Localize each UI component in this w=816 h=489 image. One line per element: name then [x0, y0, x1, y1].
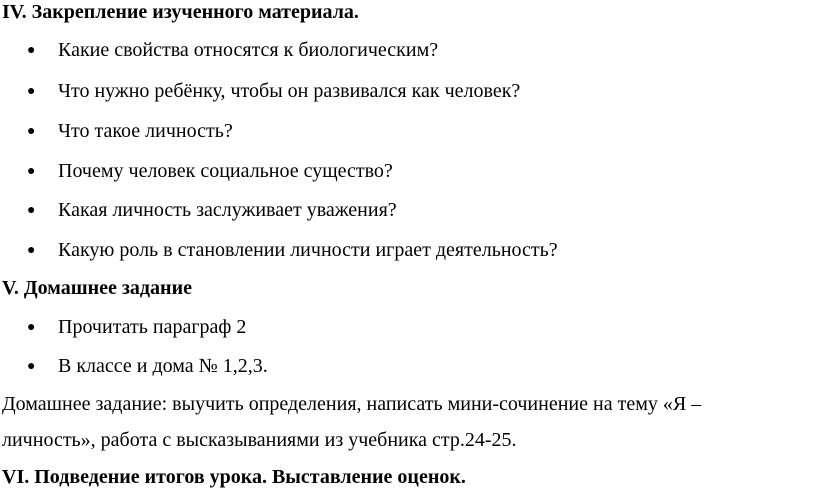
section-iv-heading: IV. Закрепление изученного материала.	[2, 1, 359, 23]
list-item-text: Какая личность заслуживает уважения?	[58, 199, 397, 221]
section-v-heading: V. Домашнее задание	[2, 277, 192, 299]
bullet-icon: ●	[27, 243, 36, 258]
list-item	[27, 198, 397, 223]
list-item-text: Что такое личность?	[58, 120, 233, 142]
bullet-icon: ●	[27, 43, 36, 58]
list-item	[27, 79, 520, 104]
list-item	[27, 119, 233, 144]
section-vi-heading: VI. Подведение итогов урока. Выставление оценок.	[2, 466, 466, 488]
list-item-text: Какую роль в становлении личности играет деятельность?	[58, 239, 558, 261]
list-item	[27, 238, 558, 263]
list-item	[27, 38, 438, 63]
list-item	[27, 354, 268, 379]
bullet-icon: ●	[27, 203, 36, 218]
bullet-icon: ●	[27, 164, 36, 179]
list-item-text: В классе и дома № 1,2,3.	[58, 355, 268, 377]
bullet-icon: ●	[27, 84, 36, 99]
list-item-text: Почему человек социальное существо?	[58, 160, 393, 182]
list-item-text: Прочитать параграф 2	[58, 316, 247, 338]
homework-paragraph-line-2: личность», работа с высказываниями из учебника стр.24-25.	[2, 429, 517, 451]
bullet-icon: ●	[27, 124, 36, 139]
list-item	[27, 159, 393, 184]
list-item	[27, 315, 246, 340]
bullet-icon: ●	[27, 359, 36, 374]
homework-paragraph-line-1: Домашнее задание: выучить определения, написать мини-сочинение на тему «Я –	[2, 393, 702, 415]
bullet-icon: ●	[27, 320, 36, 335]
list-item-text: Что нужно ребёнку, чтобы он развивался как человек?	[58, 80, 521, 102]
list-item-text: Какие свойства относятся к биологическим?	[58, 39, 439, 61]
